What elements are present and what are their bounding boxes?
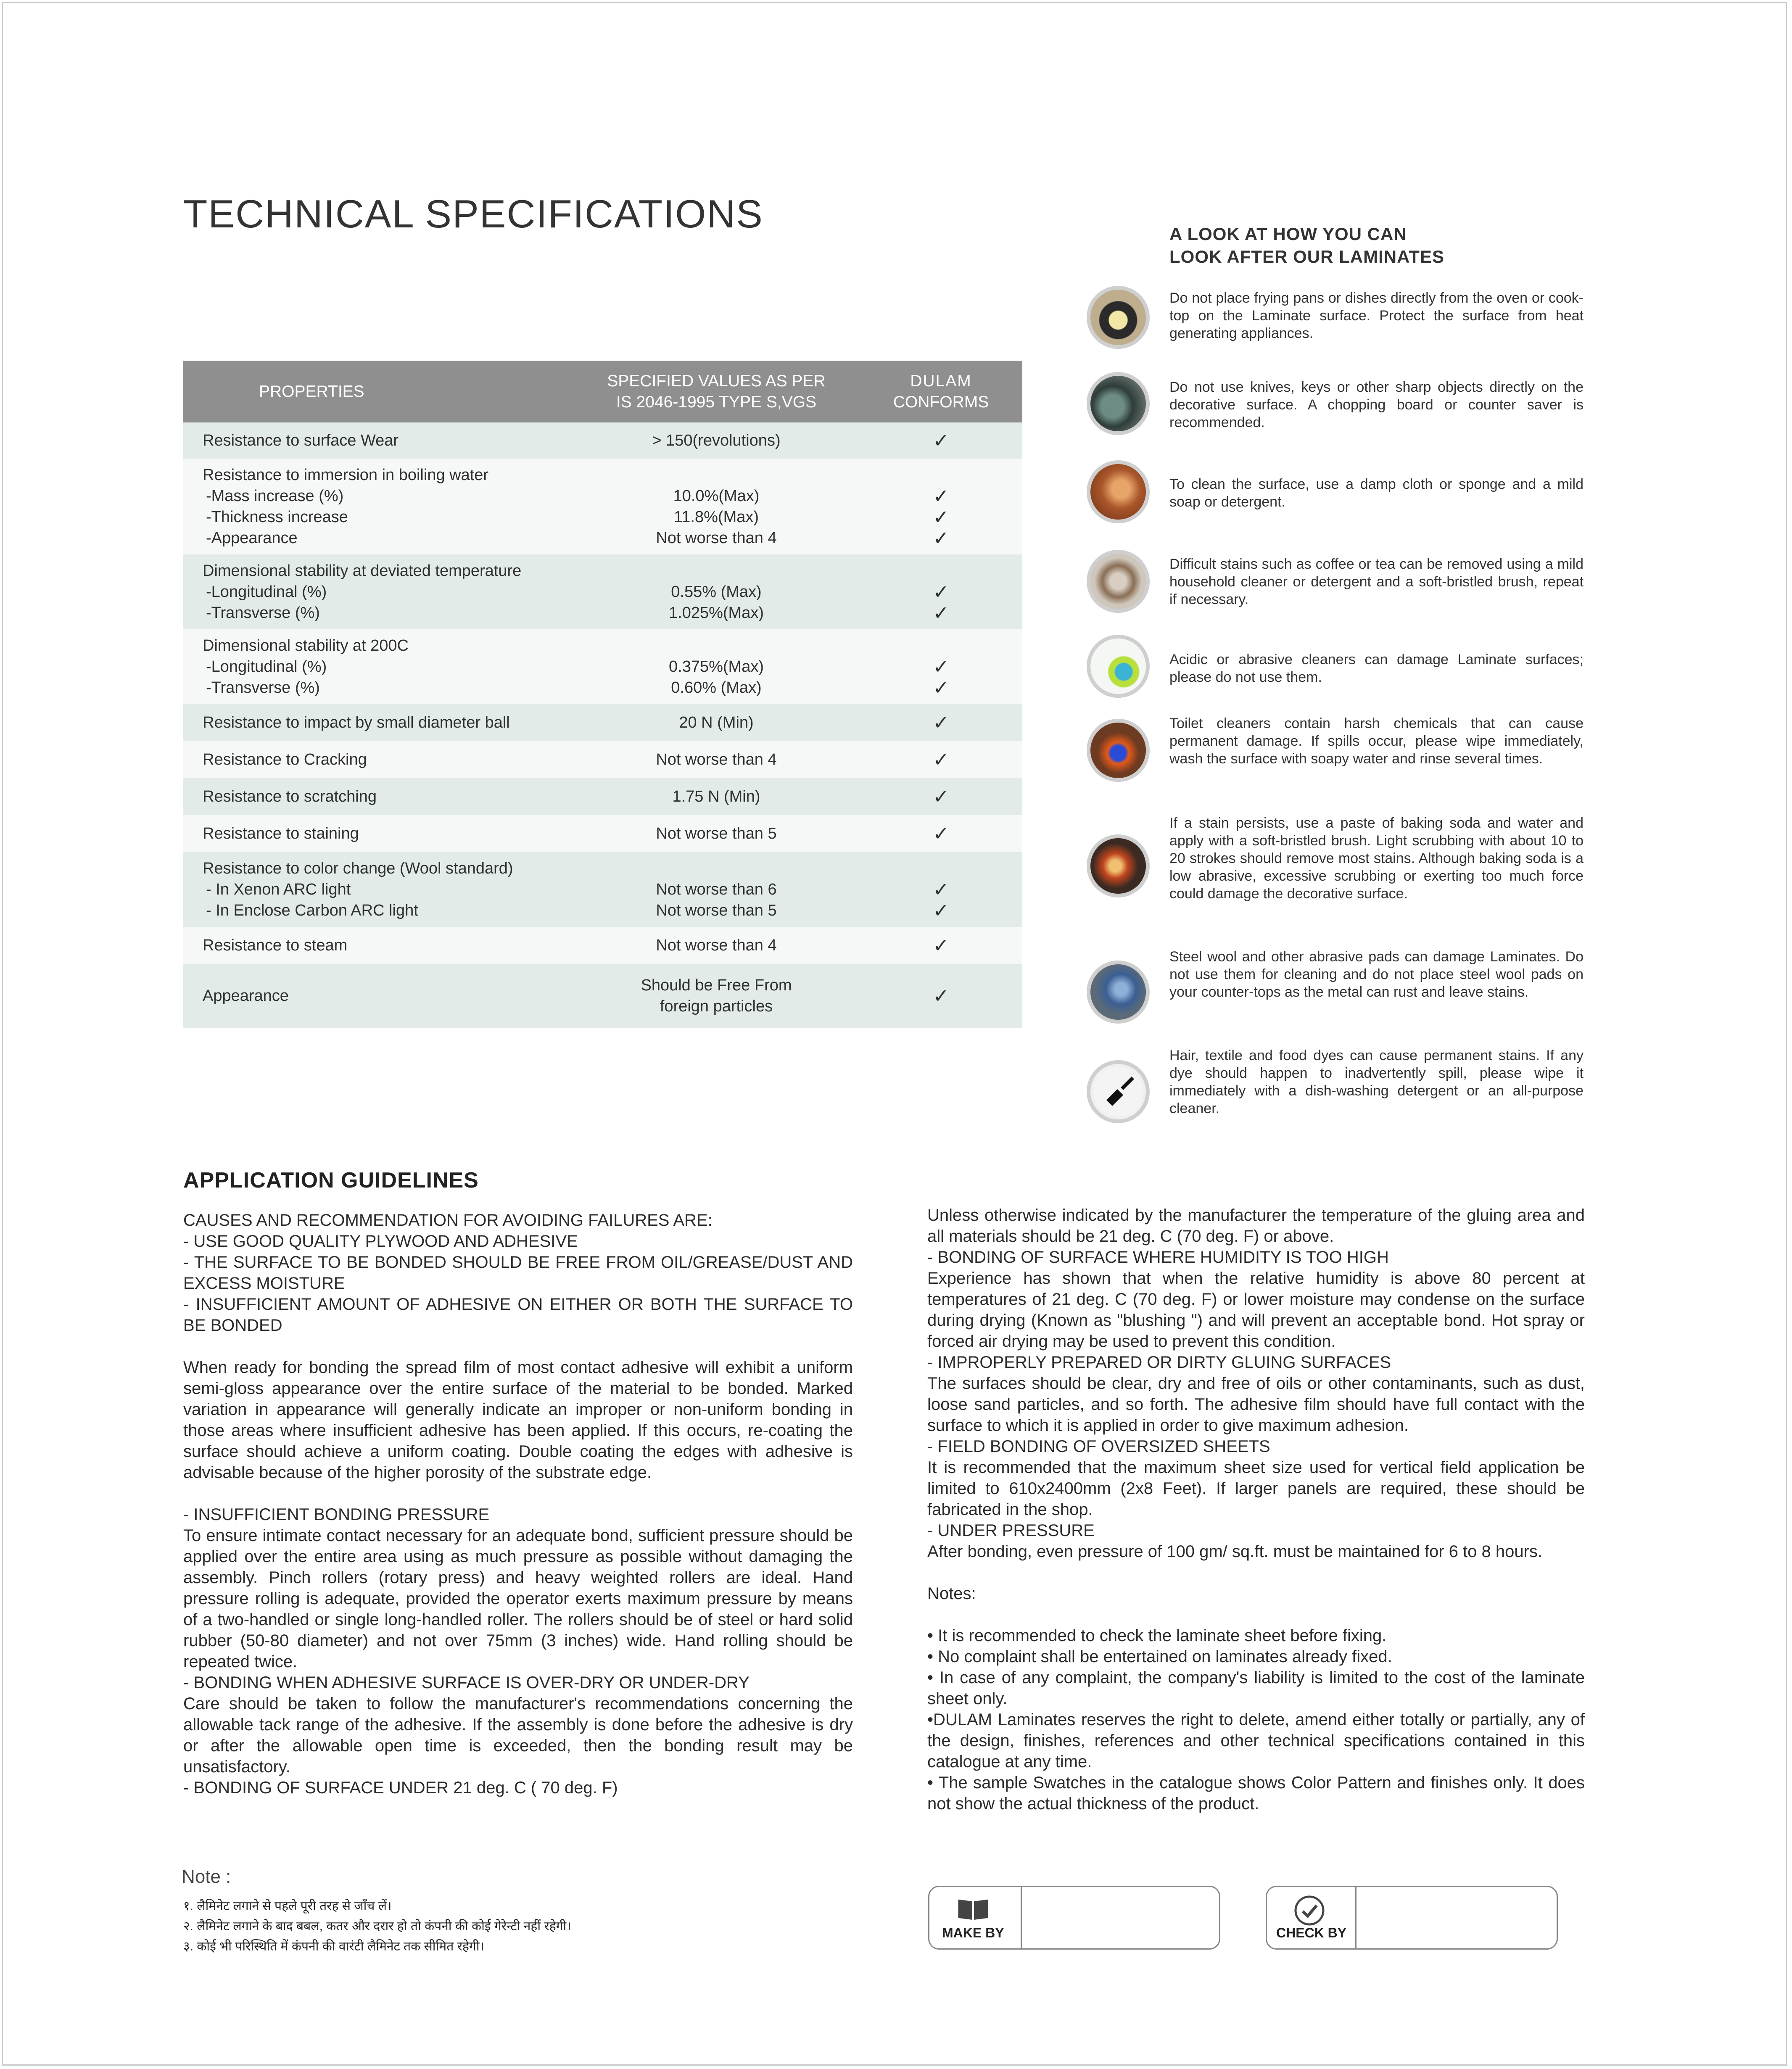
row-sub-label: - In Enclose Carbon ARC light <box>206 902 418 919</box>
care-tip-text: Do not use knives, keys or other sharp objects directly on the decorative surface. A chopping board or counter saver is recommended. <box>1169 379 1584 430</box>
hair-dye-brush-svg <box>1090 1064 1146 1119</box>
row-sub-value: 0.55% (Max) <box>671 583 762 601</box>
row-sub-value: Not worse than 5 <box>656 902 777 919</box>
guidelines-left-column: CAUSES AND RECOMMENDATION FOR AVOIDING FAILURES ARE: - USE GOOD QUALITY PLYWOOD AND ADHESIVE - THE SURFACE TO BE BONDED SHOULD BE FREE FROM OIL/GREASE/DUST AND EXCESS MOISTURE - INSUFFICIENT AMOUNT OF ADHESIVE ON EITHER OR BOTH THE SURFACE TO BE BONDED When ready for bonding the spread film of most contact adhesive will exhibit a uniform semi-gloss appearance over the entire surface of the material to be bonded. Marked variation in appearance will generally indicate an improper or non-uniform bonding in those areas where insufficient adhesive has been applied. If this occurs, re-coating the surface should achieve a uniform coating. Double coating the edges with adhesive is advisable because of the higher porosity of the substrate edge. - INSUFFICIENT BONDING PRESSURE To ensure intimate contact necessary for an adequate bond, sufficient pressure should be applied over the entire area using as much pressure as possible without damaging the assembly. Pinch rollers (rotary press) and heavy weighted rollers are ideal. Hand pressure rolling is adequate, provided the operator exerts maximum pressure by means of a two-handled or single long-handled roller. The rollers should be of steel or hard solid rubber (50-80 diameter) and not over 75mm (3 inches) wide. Hand rolling should be repeated twice. - BONDING WHEN ADHESIVE SURFACE IS OVER-DRY OR UNDER-DRY Care should be taken to follow the manufacturer's recommendations concerning the allowable tack range of the adhesive. If the assembly is done before the adhesive is dry or after the allowable open time is exceeded, then the bonding result may be unsatisfactory. - BONDING OF SURFACE UNDER 21 deg. C ( 70 deg. F) <box>183 1211 853 1797</box>
row-sub-label: -Mass increase (%) <box>206 487 344 505</box>
header-specified-line2: IS 2046-1995 TYPE S,VGS <box>616 393 817 411</box>
check-mark-icon: ✓ <box>933 656 949 678</box>
care-heading <box>1169 223 1444 268</box>
row-main-label: Resistance to color change (Wool standard) <box>203 860 513 877</box>
care-tip-text: Steel wool and other abrasive pads can damage Laminates. Do not use them for cleaning and do not place steel wool pads on your counter-tops as the metal can rust and leave stains. <box>1169 949 1584 1000</box>
table-row <box>183 815 1022 852</box>
check-by-box[interactable] <box>1266 1886 1558 1950</box>
make-by-box[interactable] <box>928 1886 1220 1950</box>
row-label: Resistance to Cracking <box>183 741 573 778</box>
spec-table <box>183 361 1022 1028</box>
row-value: Not worse than 4 <box>573 741 860 778</box>
header-conforms: CONFORMS <box>893 393 989 411</box>
check-mark-icon: ✓ <box>860 704 1022 741</box>
row-sub-value: 11.8%(Max) <box>673 508 759 526</box>
care-tip-text: Toilet cleaners contain harsh chemicals that can cause permanent damage. If spills occur, please wipe immediately, wash the surface with soapy water and rinse several times. <box>1169 715 1584 767</box>
row-label: Resistance to staining <box>183 815 573 852</box>
note-line: १. लैमिनेट लगाने से पहले पूरी तरह से जाँच लें। <box>183 1899 392 1913</box>
row-label <box>183 554 573 629</box>
row-checks <box>860 459 1022 554</box>
care-tip-text: If a stain persists, use a paste of baking soda and water and apply with a soft-bristled brush. Light scrubbing with about 10 to 20 strokes should remove most stains. Although baking soda is a low abrasive, excessive scrubbing or exerting too much force could damage the decorative surface. <box>1169 815 1584 902</box>
row-sub-label: -Longitudinal (%) <box>206 583 327 601</box>
header-specified-line1: SPECIFIED VALUES AS PER <box>607 372 826 390</box>
check-mark-icon: ✓ <box>860 964 1022 1028</box>
table-row <box>183 741 1022 778</box>
check-mark-icon: ✓ <box>860 741 1022 778</box>
check-mark-icon: ✓ <box>933 879 949 900</box>
header-dulam: DULAM <box>910 372 972 390</box>
check-circle-icon <box>1293 1895 1325 1926</box>
check-mark-icon: ✓ <box>933 900 949 921</box>
check-mark-icon: ✓ <box>860 778 1022 815</box>
row-value <box>573 964 860 1028</box>
row-checks <box>860 629 1022 704</box>
header-properties: PROPERTIES <box>183 361 573 422</box>
row-value: Not worse than 4 <box>573 927 860 964</box>
row-value <box>573 629 860 704</box>
row-sub-value: 0.375%(Max) <box>669 658 764 676</box>
row-sub-value: 1.025%(Max) <box>669 604 764 622</box>
row-sub-value: foreign particles <box>660 998 773 1015</box>
chemical-flask-icon <box>1087 635 1150 698</box>
header-dulam-conforms <box>860 361 1022 422</box>
guidelines-heading: APPLICATION GUIDELINES <box>183 1168 479 1193</box>
row-sub-label: -Longitudinal (%) <box>206 658 327 676</box>
table-row <box>183 927 1022 964</box>
row-sub-value: 0.60% (Max) <box>671 679 762 697</box>
row-label: Resistance to surface Wear <box>183 422 573 459</box>
row-label <box>183 852 573 927</box>
row-main-label: Dimensional stability at 200C <box>203 637 409 654</box>
check-mark-icon: ✓ <box>933 506 949 528</box>
steel-wool-icon <box>1087 961 1150 1024</box>
guidelines-right-column: Unless otherwise indicated by the manufacturer the temperature of the gluing area and all materials should be 21 deg. C (70 deg. F) or above. - BONDING OF SURFACE WHERE HUMIDITY IS TOO HIGH Experience has shown that when the relative humidity is above 80 percent at temperatures of 21 deg. C (70 deg. F) or lower moisture may condense on the surface during drying (Known as "blushing ") and will prevent an acceptable bond. Hot spray or forced air drying may be used to prevent this condition. - IMPROPERLY PREPARED OR DIRTY GLUING SURFACES The surfaces should be clear, dry and free of oils or other contaminants, such as dust, loose sand particles, and so forth. The adhesive film should have full contact with the surface to which it is applied in order to give maximum adhesion. - FIELD BONDING OF OVERSIZED SHEETS It is recommended that the maximum sheet size used for vertical field application be limited to 610x2400mm (2x8 Feet). If larger panels are required, these should be fabricated in the shop. - UNDER PRESSURE After bonding, even pressure of 100 gm/ sq.ft. must be maintained for 6 to 8 hours. Notes: • It is recommended to check the laminate sheet before fixing. • No complaint shall be entertained on laminates already fixed. • In case of any complaint, the company's liability is limited to the cost of the laminate sheet only. •DULAM Laminates reserves the right to delete, amend either totally or partially, any of the design, finishes, references and other technical specifications contained in this catalogue at any time. • The sample Swatches in the catalogue shows Color Pattern and finishes only. It does not show the actual thickness of the product. <box>927 1206 1585 1813</box>
row-sub-label: -Transverse (%) <box>206 679 320 697</box>
care-tip-text: Hair, textile and food dyes can cause permanent stains. If any dye should happen to inadvertently spill, please wipe it immediately with a dish-washing detergent or an all-purpose cleaner. <box>1169 1048 1584 1116</box>
note-heading: Note : <box>182 1866 231 1887</box>
check-mark-icon: ✓ <box>933 485 949 507</box>
table-row <box>183 629 1022 704</box>
book-icon <box>957 1896 989 1921</box>
table-row <box>183 422 1022 459</box>
note-line: २. लैमिनेट लगाने के बाद बबल, कतर और दरार हो तो कंपनी की कोई गेरेन्टी नहीं रहेगी। <box>183 1919 571 1933</box>
row-sub-value: Not worse than 4 <box>656 529 777 547</box>
row-label <box>183 629 573 704</box>
check-mark-icon: ✓ <box>933 527 949 549</box>
brush-icon <box>1087 834 1150 897</box>
row-label: Resistance to steam <box>183 927 573 964</box>
check-mark-icon: ✓ <box>933 602 949 624</box>
row-value: Not worse than 5 <box>573 815 860 852</box>
cleaning-cloth-icon <box>1087 460 1150 523</box>
coffee-stain-icon <box>1087 550 1150 613</box>
row-checks <box>860 852 1022 927</box>
row-sub-value: Not worse than 6 <box>656 881 777 898</box>
row-sub-label: - In Xenon ARC light <box>206 881 351 898</box>
row-label: Resistance to scratching <box>183 778 573 815</box>
care-tip-text: To clean the surface, use a damp cloth or sponge and a mild soap or detergent. <box>1169 476 1584 510</box>
care-tip-text: Difficult stains such as coffee or tea can be removed using a mild household cleaner or detergent and a soft-bristled brush, repeat if necessary. <box>1169 556 1584 607</box>
check-by-label: CHECK BY <box>1276 1925 1347 1940</box>
table-row <box>183 852 1022 927</box>
table-row <box>183 778 1022 815</box>
table-header <box>183 361 1022 422</box>
header-specified-values <box>573 361 860 422</box>
page-title: TECHNICAL SPECIFICATIONS <box>183 192 763 236</box>
row-sub-value: 10.0%(Max) <box>673 487 760 505</box>
row-label: Appearance <box>183 964 573 1028</box>
table-row <box>183 554 1022 629</box>
row-sub-label: -Thickness increase <box>206 508 348 526</box>
care-tip-text: Do not place frying pans or dishes directly from the oven or cook-top on the Laminate surface. Protect the surface from heat generating appliances. <box>1169 290 1584 341</box>
make-by-label: MAKE BY <box>942 1925 1004 1940</box>
check-by-divider <box>1355 1887 1357 1948</box>
row-value <box>573 459 860 554</box>
row-sub-label: -Appearance <box>206 529 298 547</box>
make-by-divider <box>1021 1887 1022 1948</box>
row-value <box>573 852 860 927</box>
care-tip-text: Acidic or abrasive cleaners can damage Laminate surfaces; please do not use them. <box>1169 652 1584 685</box>
note-line: ३. कोई भी परिस्थिति में कंपनी की वारंटी लैमिनेट तक सीमित रहेगी। <box>183 1940 484 1953</box>
table-row <box>183 459 1022 554</box>
toilet-cleaner-icon <box>1087 719 1150 782</box>
row-checks <box>860 554 1022 629</box>
hair-dye-brush-icon <box>1087 1060 1150 1123</box>
row-main-label: Dimensional stability at deviated temperature <box>203 562 522 580</box>
row-value <box>573 554 860 629</box>
check-mark-icon: ✓ <box>933 677 949 699</box>
check-mark-icon: ✓ <box>860 815 1022 852</box>
row-main-label: Resistance to immersion in boiling water <box>203 466 489 484</box>
row-label: Resistance to impact by small diameter ball <box>183 704 573 741</box>
frying-pan-icon <box>1087 286 1150 349</box>
row-value: > 150(revolutions) <box>573 422 860 459</box>
row-value: 20 N (Min) <box>573 704 860 741</box>
care-heading-line2: LOOK AFTER OUR LAMINATES <box>1169 247 1444 267</box>
knife-icon <box>1087 372 1150 435</box>
row-value: 1.75 N (Min) <box>573 778 860 815</box>
row-sub-label: -Transverse (%) <box>206 604 320 622</box>
row-sub-value: Should be Free From <box>641 976 792 994</box>
table-row <box>183 704 1022 741</box>
care-heading-line1: A LOOK AT HOW YOU CAN <box>1169 224 1407 244</box>
row-label <box>183 459 573 554</box>
check-mark-icon: ✓ <box>933 581 949 603</box>
check-mark-icon: ✓ <box>860 422 1022 459</box>
check-mark-icon: ✓ <box>860 927 1022 964</box>
table-row <box>183 964 1022 1028</box>
